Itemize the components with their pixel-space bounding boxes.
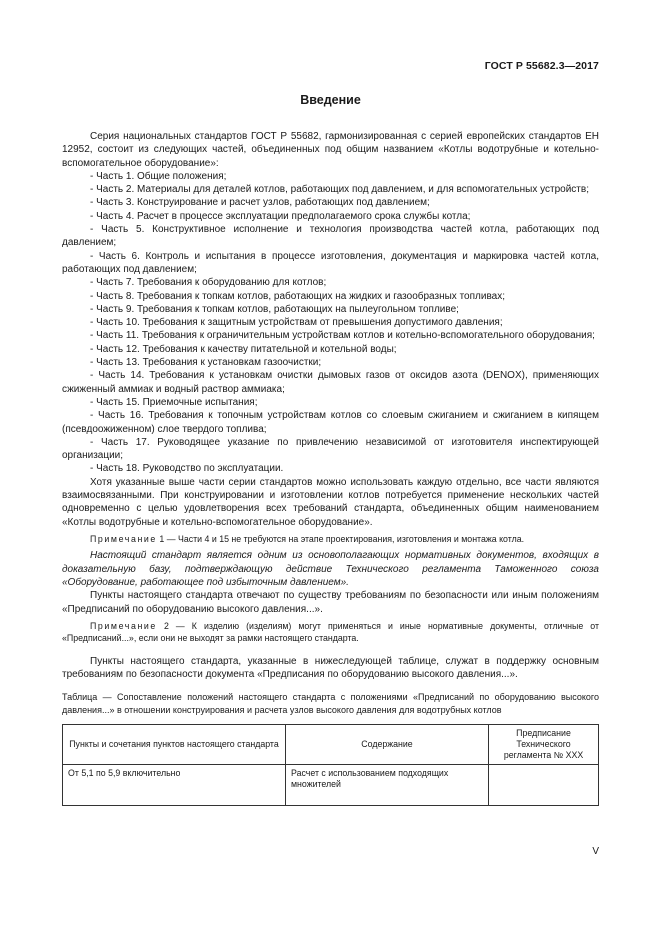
list-item: - Часть 11. Требования к ограничительным устройствам котлов и котельно-вспомогательного оборудования; bbox=[90, 330, 595, 342]
parts-list bbox=[62, 170, 599, 476]
page-title: Введение bbox=[300, 93, 361, 107]
list-item: - Часть 13. Требования к установкам газоочистки; bbox=[90, 357, 322, 369]
list-item: - Часть 10. Требования к защитным устройствам от превышения допустимого давления; bbox=[90, 317, 503, 329]
note-text: 1 — Части 4 и 15 не требуются на этапе проектирования, изготовления и монтажа котла. bbox=[159, 533, 525, 544]
table-intro-paragraph: Пункты настоящего стандарта, указанные в нижеследующей таблице, служат в поддержку основным требованиям по безопасности документа «Предписания по оборудованию высокого давления...». bbox=[62, 655, 599, 681]
note-1 bbox=[62, 533, 599, 546]
list-item: - Часть 5. Конструктивное исполнение и технология производства частей котла, работающих под давлением; bbox=[62, 224, 599, 249]
list-item: - Часть 17. Руководящее указание по привлечению независимой от изготовителя инспектирующей организации; bbox=[62, 436, 599, 462]
list-item: - Часть 2. Материалы для деталей котлов, работающих под давлением, и для вспомогательных устройств; bbox=[90, 184, 589, 196]
intro-paragraph: Серия национальных стандартов ГОСТ Р 55682, гармонизированная с серией европейских стандартов ЕН 12952, состоит из следующих частей, объединенных под общим названием «Котлы водотрубные и котельно-вспомогательное оборудование»: bbox=[62, 131, 599, 169]
table-row bbox=[63, 765, 599, 806]
table-cell bbox=[489, 765, 599, 806]
list-item: - Часть 18. Руководство по эксплуатации. bbox=[90, 463, 284, 475]
list-item: - Часть 9. Требования к топкам котлов, работающих на пылеугольном топливе; bbox=[90, 303, 459, 315]
note-label: Примечание bbox=[90, 533, 157, 544]
list-item: - Часть 16. Требования к топочным устройствам котлов со слоевым сжиганием и сжиганием в кипящем (псевдоожиженном) слое твердого топлива; bbox=[62, 410, 599, 435]
list-item: - Часть 6. Контроль и испытания в процессе изготовления, документация и маркировка частей котла, работающих под давлением; bbox=[62, 250, 599, 275]
list-item: - Часть 1. Общие положения; bbox=[90, 170, 227, 182]
standard-header: ГОСТ Р 55682.3—2017 bbox=[484, 60, 599, 72]
page-number: V bbox=[592, 846, 599, 857]
list-item: - Часть 4. Расчет в процессе эксплуатации предполагаемого срока службы котла; bbox=[90, 210, 471, 222]
note-label: Примечание bbox=[90, 620, 157, 631]
note-2 bbox=[62, 620, 599, 645]
list-item: - Часть 7. Требования к оборудованию для котлов; bbox=[90, 277, 327, 289]
table-header-cell: Предписание Технического регламента № ХХХ bbox=[489, 725, 599, 765]
table-header-cell: Пункты и сочетания пунктов настоящего стандарта bbox=[63, 725, 286, 765]
table-cell: От 5,1 по 5,9 включительно bbox=[63, 765, 286, 806]
table-caption: Таблица — Сопоставление положений настоящего стандарта с положениями «Предписаний по оборудованию высокого давления...» в отношении конструирования и расчета узлов высокого давления для водотрубных котлов bbox=[62, 692, 599, 715]
points-paragraph: Пункты настоящего стандарта отвечают по существу требованиям по безопасности или иным положениям «Предписаний по оборудованию высокого давления...». bbox=[62, 590, 599, 615]
note-text: 2 — К изделию (изделиям) могут применяться и иные нормативные документы, отличные от «Предписаний...», если они не выходят за рамки настоящего стандарта. bbox=[62, 620, 599, 644]
italic-paragraph: Настоящий стандарт является одним из основополагающих нормативных документов, входящих в доказательную базу, подтверждающую действие Технического регламента Таможенного союза «Оборудование, работающее под избыточным давлением». bbox=[62, 550, 599, 588]
related-paragraph: Хотя указанные выше части серии стандартов можно использовать каждую отдельно, все части являются взаимосвязанными. При конструировании и изготовлении котлов потребуется применение нескольких частей одновременно с целью удовлетворения всех требований стандарта, объединенных общим наименованием «Котлы водотрубные и котельно-вспомогательное оборудование». bbox=[62, 476, 599, 528]
list-item: - Часть 8. Требования к топкам котлов, работающих на жидких и газообразных топливах; bbox=[90, 290, 505, 302]
list-item: - Часть 3. Конструирование и расчет узлов, работающих под давлением; bbox=[90, 197, 430, 209]
list-item: - Часть 12. Требования к качеству питательной и котельной воды; bbox=[90, 343, 397, 355]
table-header-cell: Содержание bbox=[286, 725, 489, 765]
document-body bbox=[62, 130, 599, 806]
list-item: - Часть 15. Приемочные испытания; bbox=[90, 396, 258, 408]
list-item: - Часть 14. Требования к установкам очистки дымовых газов от оксидов азота (DENOX), применяющих сжиженный аммиак и водный раствор аммиака; bbox=[62, 370, 599, 395]
table-header-row bbox=[63, 725, 599, 765]
comparison-table bbox=[62, 724, 599, 806]
table-cell: Расчет с использованием подходящих множителей bbox=[286, 765, 489, 806]
